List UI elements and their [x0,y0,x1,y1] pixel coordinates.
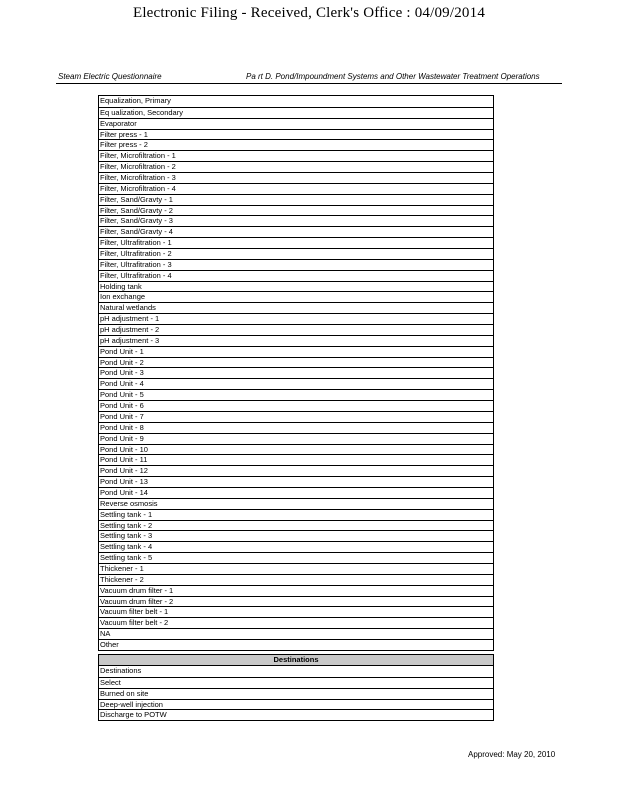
table-row[interactable]: Reverse osmosis [99,498,493,509]
table-row[interactable]: Filter, Sand/Gravty - 4 [99,226,493,237]
table-row[interactable]: Evaporator [99,118,493,129]
table-row[interactable]: pH adjustment - 3 [99,335,493,346]
table-row[interactable]: Vacuum filter belt - 2 [99,617,493,628]
table-row[interactable]: Other [99,639,493,650]
table-row[interactable]: Vacuum drum filter - 2 [99,596,493,607]
destinations-rows [99,666,493,720]
table-row[interactable]: Settling tank - 2 [99,520,493,531]
table-row[interactable]: Filter, Ultrafitration - 1 [99,237,493,248]
destination-row[interactable]: Select [99,677,493,688]
table-row[interactable]: Settling tank - 4 [99,541,493,552]
table-row[interactable]: Pond Unit - 4 [99,378,493,389]
table-row[interactable]: Filter, Ultrafitration - 3 [99,259,493,270]
table-row[interactable]: Filter, Sand/Gravty - 2 [99,205,493,216]
table-row[interactable]: Pond Unit - 12 [99,465,493,476]
table-row[interactable]: Pond Unit - 13 [99,476,493,487]
destinations-heading: Destinations [99,655,493,666]
table-row[interactable]: Pond Unit - 8 [99,422,493,433]
table-row[interactable]: Filter, Microfiltration - 3 [99,172,493,183]
table-row[interactable]: Filter, Microfiltration - 4 [99,183,493,194]
table-row[interactable]: Natural wetlands [99,302,493,313]
questionnaire-title: Steam Electric Questionnaire [58,72,162,81]
destination-row[interactable]: Burned on site [99,688,493,699]
table-row[interactable]: Settling tank - 3 [99,530,493,541]
table-row[interactable]: Pond Unit - 9 [99,433,493,444]
destination-row[interactable]: Destinations [100,666,142,675]
destination-row[interactable]: Discharge to POTW [99,709,493,720]
destination-row[interactable]: Deep-well injection [99,699,493,710]
treatment-units-table [98,95,494,651]
table-row[interactable]: Ion exchange [99,291,493,302]
destinations-table [98,654,494,721]
table-row[interactable]: Equalization, Primary [100,96,171,105]
table-row[interactable]: Settling tank - 5 [99,552,493,563]
table-row[interactable]: Pond Unit - 10 [99,444,493,455]
table-row[interactable]: Pond Unit - 5 [99,389,493,400]
table-row[interactable]: Settling tank - 1 [99,509,493,520]
table-row[interactable]: Filter press - 2 [99,139,493,150]
table-row[interactable]: Filter, Microfiltration - 1 [99,150,493,161]
table-row[interactable]: Pond Unit - 3 [99,367,493,378]
filing-stamp: Electronic Filing - Received, Clerk's Office : 04/09/2014 [132,5,486,21]
table-row[interactable]: Pond Unit - 1 [99,346,493,357]
table-row[interactable]: Eq ualization, Secondary [99,107,493,118]
table-row[interactable]: Thickener - 1 [99,563,493,574]
table-row[interactable]: Filter, Sand/Gravty - 1 [99,194,493,205]
table-row[interactable]: Vacuum drum filter - 1 [99,585,493,596]
table-row[interactable]: Filter, Ultrafitration - 4 [99,270,493,281]
part-title: Pa rt D. Pond/Impoundment Systems and Other Wastewater Treatment Operations [246,72,540,81]
table-row[interactable]: pH adjustment - 2 [99,324,493,335]
table-row[interactable]: pH adjustment - 1 [99,313,493,324]
table-row[interactable]: Pond Unit - 11 [99,454,493,465]
table-row[interactable]: Vacuum filter belt - 1 [99,606,493,617]
table-row[interactable]: NA [99,628,493,639]
table-row[interactable]: Pond Unit - 14 [99,487,493,498]
table-row[interactable]: Holding tank [99,281,493,292]
table-row[interactable]: Pond Unit - 2 [99,357,493,368]
table-row[interactable]: Filter press - 1 [99,129,493,140]
header-rule [56,83,562,84]
table-row[interactable]: Pond Unit - 7 [99,411,493,422]
table-row[interactable]: Filter, Ultrafitration - 2 [99,248,493,259]
table-row[interactable]: Filter, Microfiltration - 2 [99,161,493,172]
table-row[interactable]: Pond Unit - 6 [99,400,493,411]
table-row[interactable]: Thickener - 2 [99,574,493,585]
table-row[interactable]: Filter, Sand/Gravty - 3 [99,215,493,226]
approved-date: Approved: May 20, 2010 [468,750,556,759]
